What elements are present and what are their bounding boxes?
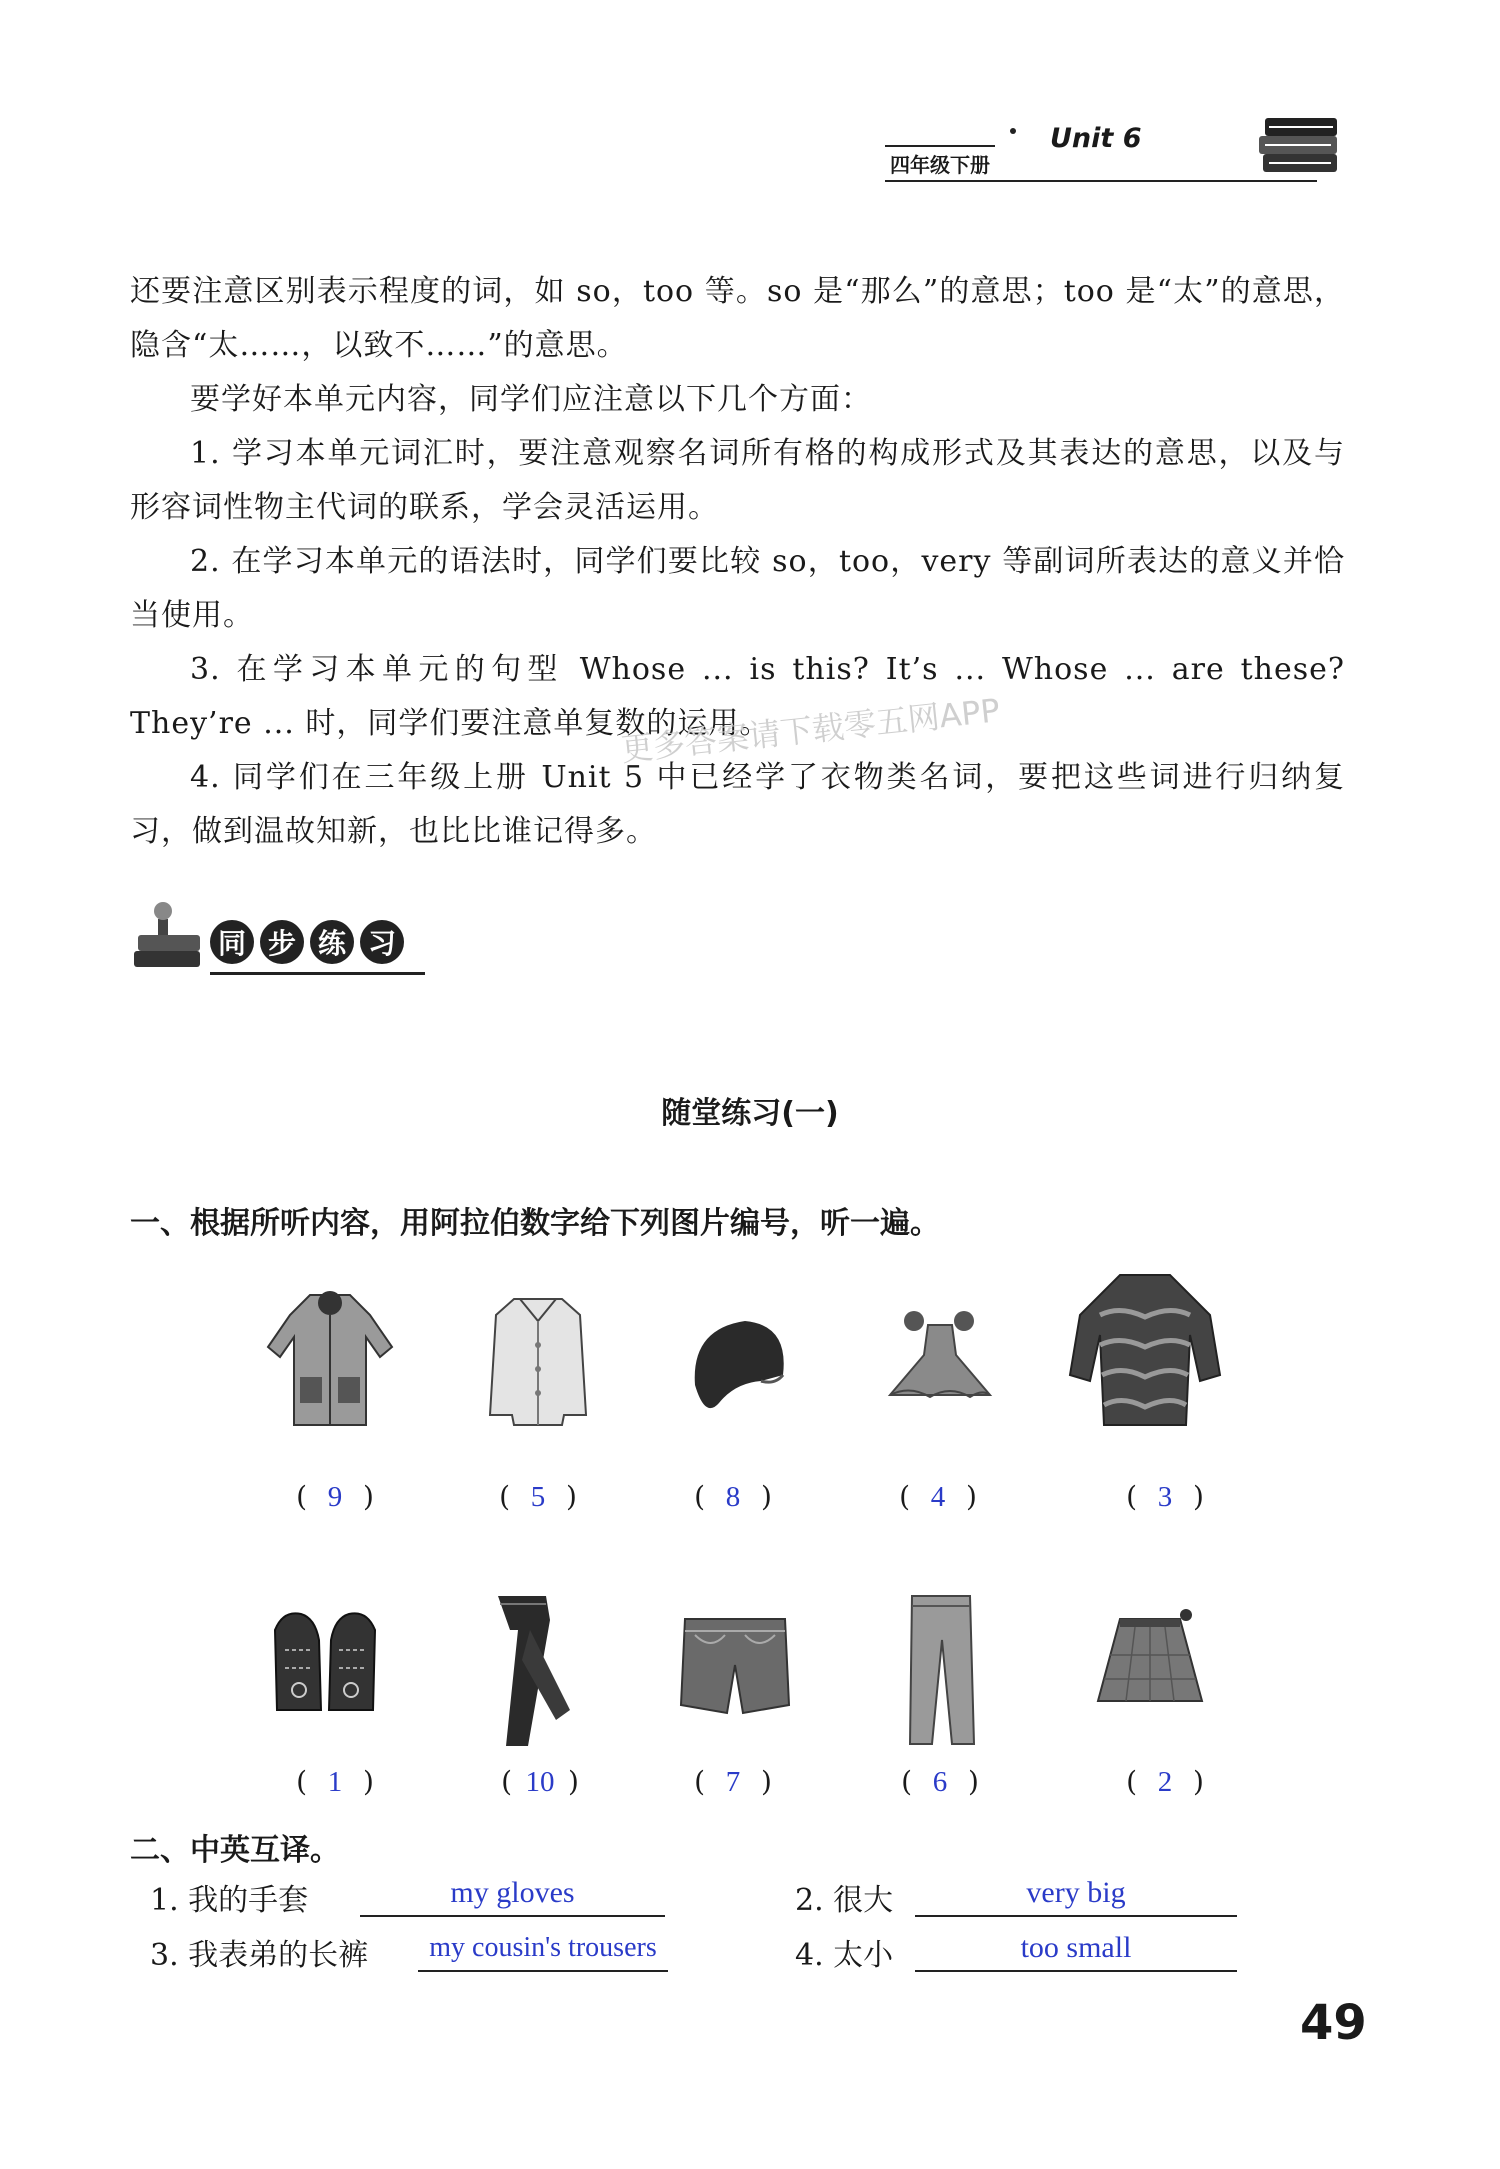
banner-char: 习 bbox=[360, 920, 404, 964]
translation-label: 4. 太小 bbox=[795, 1938, 894, 1973]
skirt-icon bbox=[1090, 1605, 1230, 1755]
stacked-books-icon bbox=[1255, 106, 1347, 188]
translation-label: 3. 我表弟的长裤 bbox=[150, 1938, 369, 1973]
translation-label: 2. 很大 bbox=[795, 1883, 894, 1918]
trousers-icon bbox=[470, 1590, 610, 1740]
dress-icon bbox=[870, 1285, 1010, 1435]
coat-icon bbox=[260, 1285, 400, 1435]
answer-number: 2 bbox=[1157, 1766, 1173, 1798]
banner-char: 练 bbox=[310, 920, 354, 964]
intro-paragraph-4: 2. 在学习本单元的语法时，同学们要比较 so，too，very 等副词所表达的意义并恰当使用。 bbox=[130, 544, 1345, 633]
unit-title: Unit 6 bbox=[1050, 123, 1142, 154]
question-2-heading: 二、中英互译。 bbox=[130, 1833, 340, 1868]
translation-label: 1. 我的手套 bbox=[150, 1883, 309, 1918]
grade-label: 四年级下册 bbox=[885, 145, 995, 185]
intro-paragraph-2: 要学好本单元内容，同学们应注意以下几个方面： bbox=[190, 382, 872, 417]
answer-number: 6 bbox=[932, 1766, 948, 1798]
intro-paragraph-1: 还要注意区别表示程度的词，如 so，too 等。so 是“那么”的意思；too 是“太”的意思，隐含“太……，以致不……”的意思。 bbox=[130, 274, 1345, 363]
answer-shirt: ( 5 ) bbox=[499, 1480, 577, 1513]
translation-answer: very big bbox=[915, 1873, 1237, 1917]
banner-char: 同 bbox=[210, 920, 254, 964]
answer-number: 5 bbox=[530, 1481, 546, 1513]
answer-shorts: ( 7 ) bbox=[694, 1765, 772, 1798]
answer-number: 4 bbox=[930, 1481, 946, 1513]
answer-coat: ( 9 ) bbox=[296, 1480, 374, 1513]
banner-char: 步 bbox=[260, 920, 304, 964]
answer-number: 7 bbox=[725, 1766, 741, 1798]
jeans-icon bbox=[872, 1590, 1012, 1740]
section-banner bbox=[210, 920, 404, 972]
header-dot bbox=[1010, 128, 1016, 134]
answer-skirt: ( 2 ) bbox=[1126, 1765, 1204, 1798]
cap-icon bbox=[665, 1285, 805, 1435]
intro-paragraph-3: 1. 学习本单元词汇时，要注意观察名词所有格的构成形式及其表达的意思，以及与形容词性物主代词的联系，学会灵活运用。 bbox=[130, 436, 1345, 525]
intro-paragraph-5: 3. 在学习本单元的句型 Whose ... is this? It’s ... Whose ... are these? They’re ... 时，同学们要注意单复数的运用。 bbox=[130, 652, 1345, 741]
answer-number: 9 bbox=[327, 1481, 343, 1513]
exercise-title: 随堂练习(一) bbox=[661, 1096, 839, 1131]
sweater-icon bbox=[1060, 1255, 1200, 1405]
answer-trousers: ( 10 ) bbox=[501, 1765, 579, 1798]
answer-gloves: ( 1 ) bbox=[296, 1765, 374, 1798]
answer-number: 8 bbox=[725, 1481, 741, 1513]
shirt-icon bbox=[468, 1285, 608, 1435]
translation-answer: too small bbox=[915, 1928, 1237, 1972]
question-1-heading: 一、根据所听内容，用阿拉伯数字给下列图片编号，听一遍。 bbox=[130, 1206, 940, 1241]
translation-answer: my gloves bbox=[360, 1873, 665, 1917]
answer-number: 1 bbox=[327, 1766, 343, 1798]
answer-number: 3 bbox=[1157, 1481, 1173, 1513]
answer-sweater: ( 3 ) bbox=[1126, 1480, 1204, 1513]
banner-underline bbox=[210, 972, 425, 975]
page-number: 49 bbox=[1300, 1995, 1367, 2051]
watermark: 更多答案请下载零五网APP bbox=[619, 691, 1002, 769]
gloves-icon bbox=[255, 1590, 395, 1740]
translation-answer: my cousin's trousers bbox=[418, 1928, 668, 1972]
intro-paragraph-6: 4. 同学们在三年级上册 Unit 5 中已经学了衣物类名词，要把这些词进行归纳复习，做到温故知新，也比比谁记得多。 bbox=[130, 760, 1345, 849]
answer-cap: ( 8 ) bbox=[694, 1480, 772, 1513]
answer-number: 10 bbox=[525, 1766, 555, 1798]
shorts-icon bbox=[665, 1605, 805, 1755]
answer-dress: ( 4 ) bbox=[899, 1480, 977, 1513]
books-lamp-icon bbox=[130, 895, 210, 979]
answer-jeans: ( 6 ) bbox=[901, 1765, 979, 1798]
